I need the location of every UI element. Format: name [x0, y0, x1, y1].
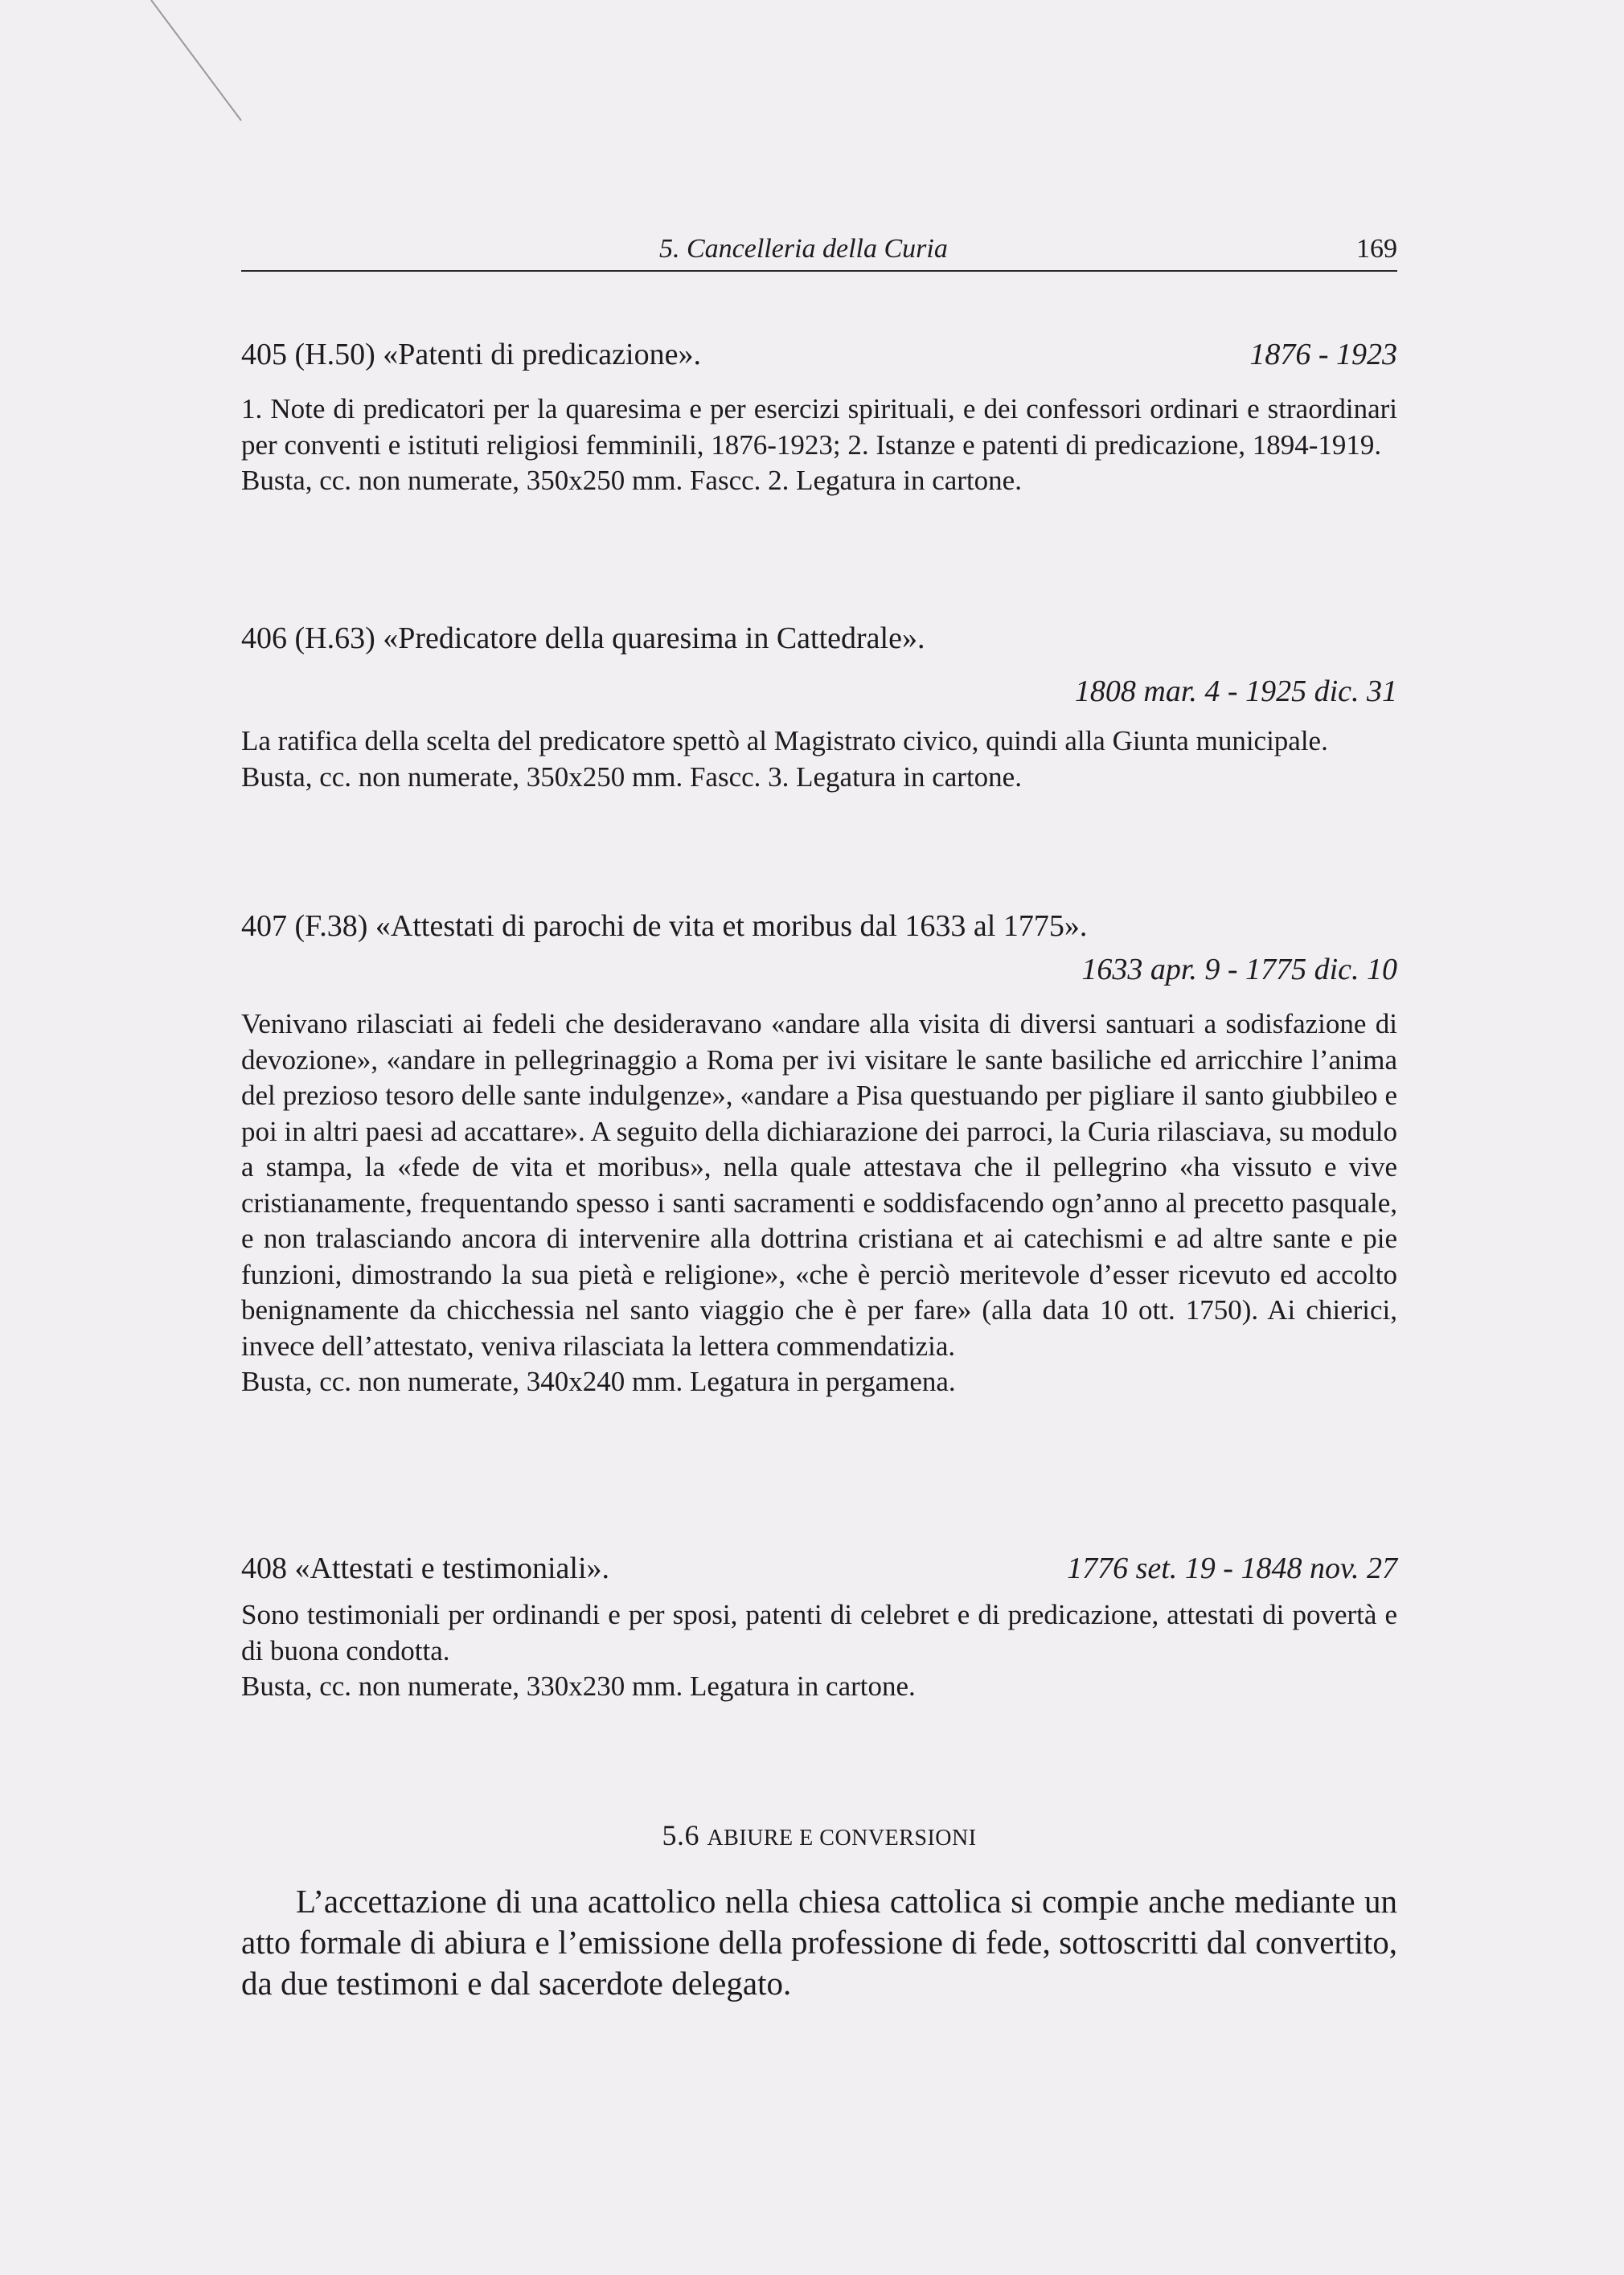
- entry-description: 1. Note di predicatori per la quaresima e per esercizi spirituali, e dei confessori ordinari e straordinari per conventi e istituti religiosi femminili, 1876-1923; 2. Istanze e patenti di predicazione, 1894-1919.: [241, 393, 1397, 461]
- entry-406: [241, 617, 1397, 795]
- entry-date: 1808 mar. 4 - 1925 dic. 31: [1074, 674, 1397, 708]
- section-title: ABIURE E CONVERSIONI: [707, 1826, 977, 1851]
- entry-title-line: [241, 334, 1397, 375]
- entry-description: Sono testimoniali per ordinandi e per sposi, patenti di celebret e di predicazione, attestati di povertà e di buona condotta.: [241, 1599, 1397, 1666]
- section-intro-paragraph: L’accettazione di una acattolico nella chiesa cattolica si compie anche mediante un atto formale di abiura e l’emissione della professione di fede, sottoscritti dal convertito, da due testimoni e dal sacerdote delegato.: [241, 1883, 1397, 2002]
- entry-title: 408 «Attestati e testimoniali».: [241, 1552, 610, 1585]
- section-heading: [241, 1815, 1397, 1859]
- entry-407: [241, 905, 1397, 1400]
- entry-title-line: [241, 617, 1397, 659]
- entry-date: 1876 - 1923: [1249, 338, 1397, 371]
- entry-title: 405 (H.50) «Patenti di predicazione».: [241, 338, 701, 371]
- entry-title: 406 (H.63) «Predicatore della quaresima in Cattedrale».: [241, 621, 925, 655]
- page-number: 169: [1356, 234, 1397, 264]
- header-rule: [241, 270, 1397, 272]
- section-number: 5.6: [662, 1819, 699, 1851]
- entry-405: [241, 334, 1397, 499]
- entry-physical-description: Busta, cc. non numerate, 350x250 mm. Fascc. 3. Legatura in cartone.: [241, 760, 1022, 793]
- entry-physical-description: Busta, cc. non numerate, 340x240 mm. Legatura in pergamena.: [241, 1366, 956, 1397]
- entry-description: Venivano rilasciati ai fedeli che desideravano «andare alla visita di diversi santuari a sodisfazione di devozione», «andare in pellegrinaggio a Roma per ivi visitare le sante basiliche ed arricchire l’anima del prezioso tesoro delle sante indulgenze», «andare a Pisa questuando per pigliare il santo giubbileo e poi in altri paesi ad accattare». A seguito della dichiarazione dei parroci, la Curia rilasciava, su modulo a stampa, la «fede de vita et moribus», nella quale attestava che il pellegrino «ha vissuto e vive cristianamente, frequentando spesso i santi sacramenti e soddisfacendo ogn’anno al precetto pasquale, e non tralasciando ancora di intervenire alla dottrina cristiana et ai catechismi e ad altre sante e pie funzioni, dimostrando la sua pietà e religione», «che è perciò meritevole d’esser ricevuto ed accolto benignamente da chicchessia nel santo viaggio che è per fare» (alla data 10 ott. 1750). Ai chierici, invece dell’attestato, veniva rilasciata la lettera commendatizia.: [241, 1008, 1397, 1362]
- running-head: [241, 229, 1397, 269]
- entry-title-line: [241, 905, 1397, 947]
- entry-date: 1776 set. 19 - 1848 nov. 27: [1067, 1552, 1397, 1585]
- entry-description: La ratifica della scelta del predicatore spettò al Magistrato civico, quindi alla Giunta municipale.: [241, 725, 1328, 756]
- entry-title: 407 (F.38) «Attestati di parochi de vita et moribus dal 1633 al 1775».: [241, 909, 1088, 943]
- running-head-section: 5. Cancelleria della Curia: [659, 234, 948, 264]
- entry-physical-description: Busta, cc. non numerate, 350x250 mm. Fascc. 2. Legatura in cartone.: [241, 465, 1022, 496]
- entry-408: [241, 1547, 1397, 1705]
- entry-physical-description: Busta, cc. non numerate, 330x230 mm. Legatura in cartone.: [241, 1670, 916, 1702]
- entry-title-line: [241, 1547, 1397, 1589]
- entry-date: 1633 apr. 9 - 1775 dic. 10: [1081, 953, 1397, 986]
